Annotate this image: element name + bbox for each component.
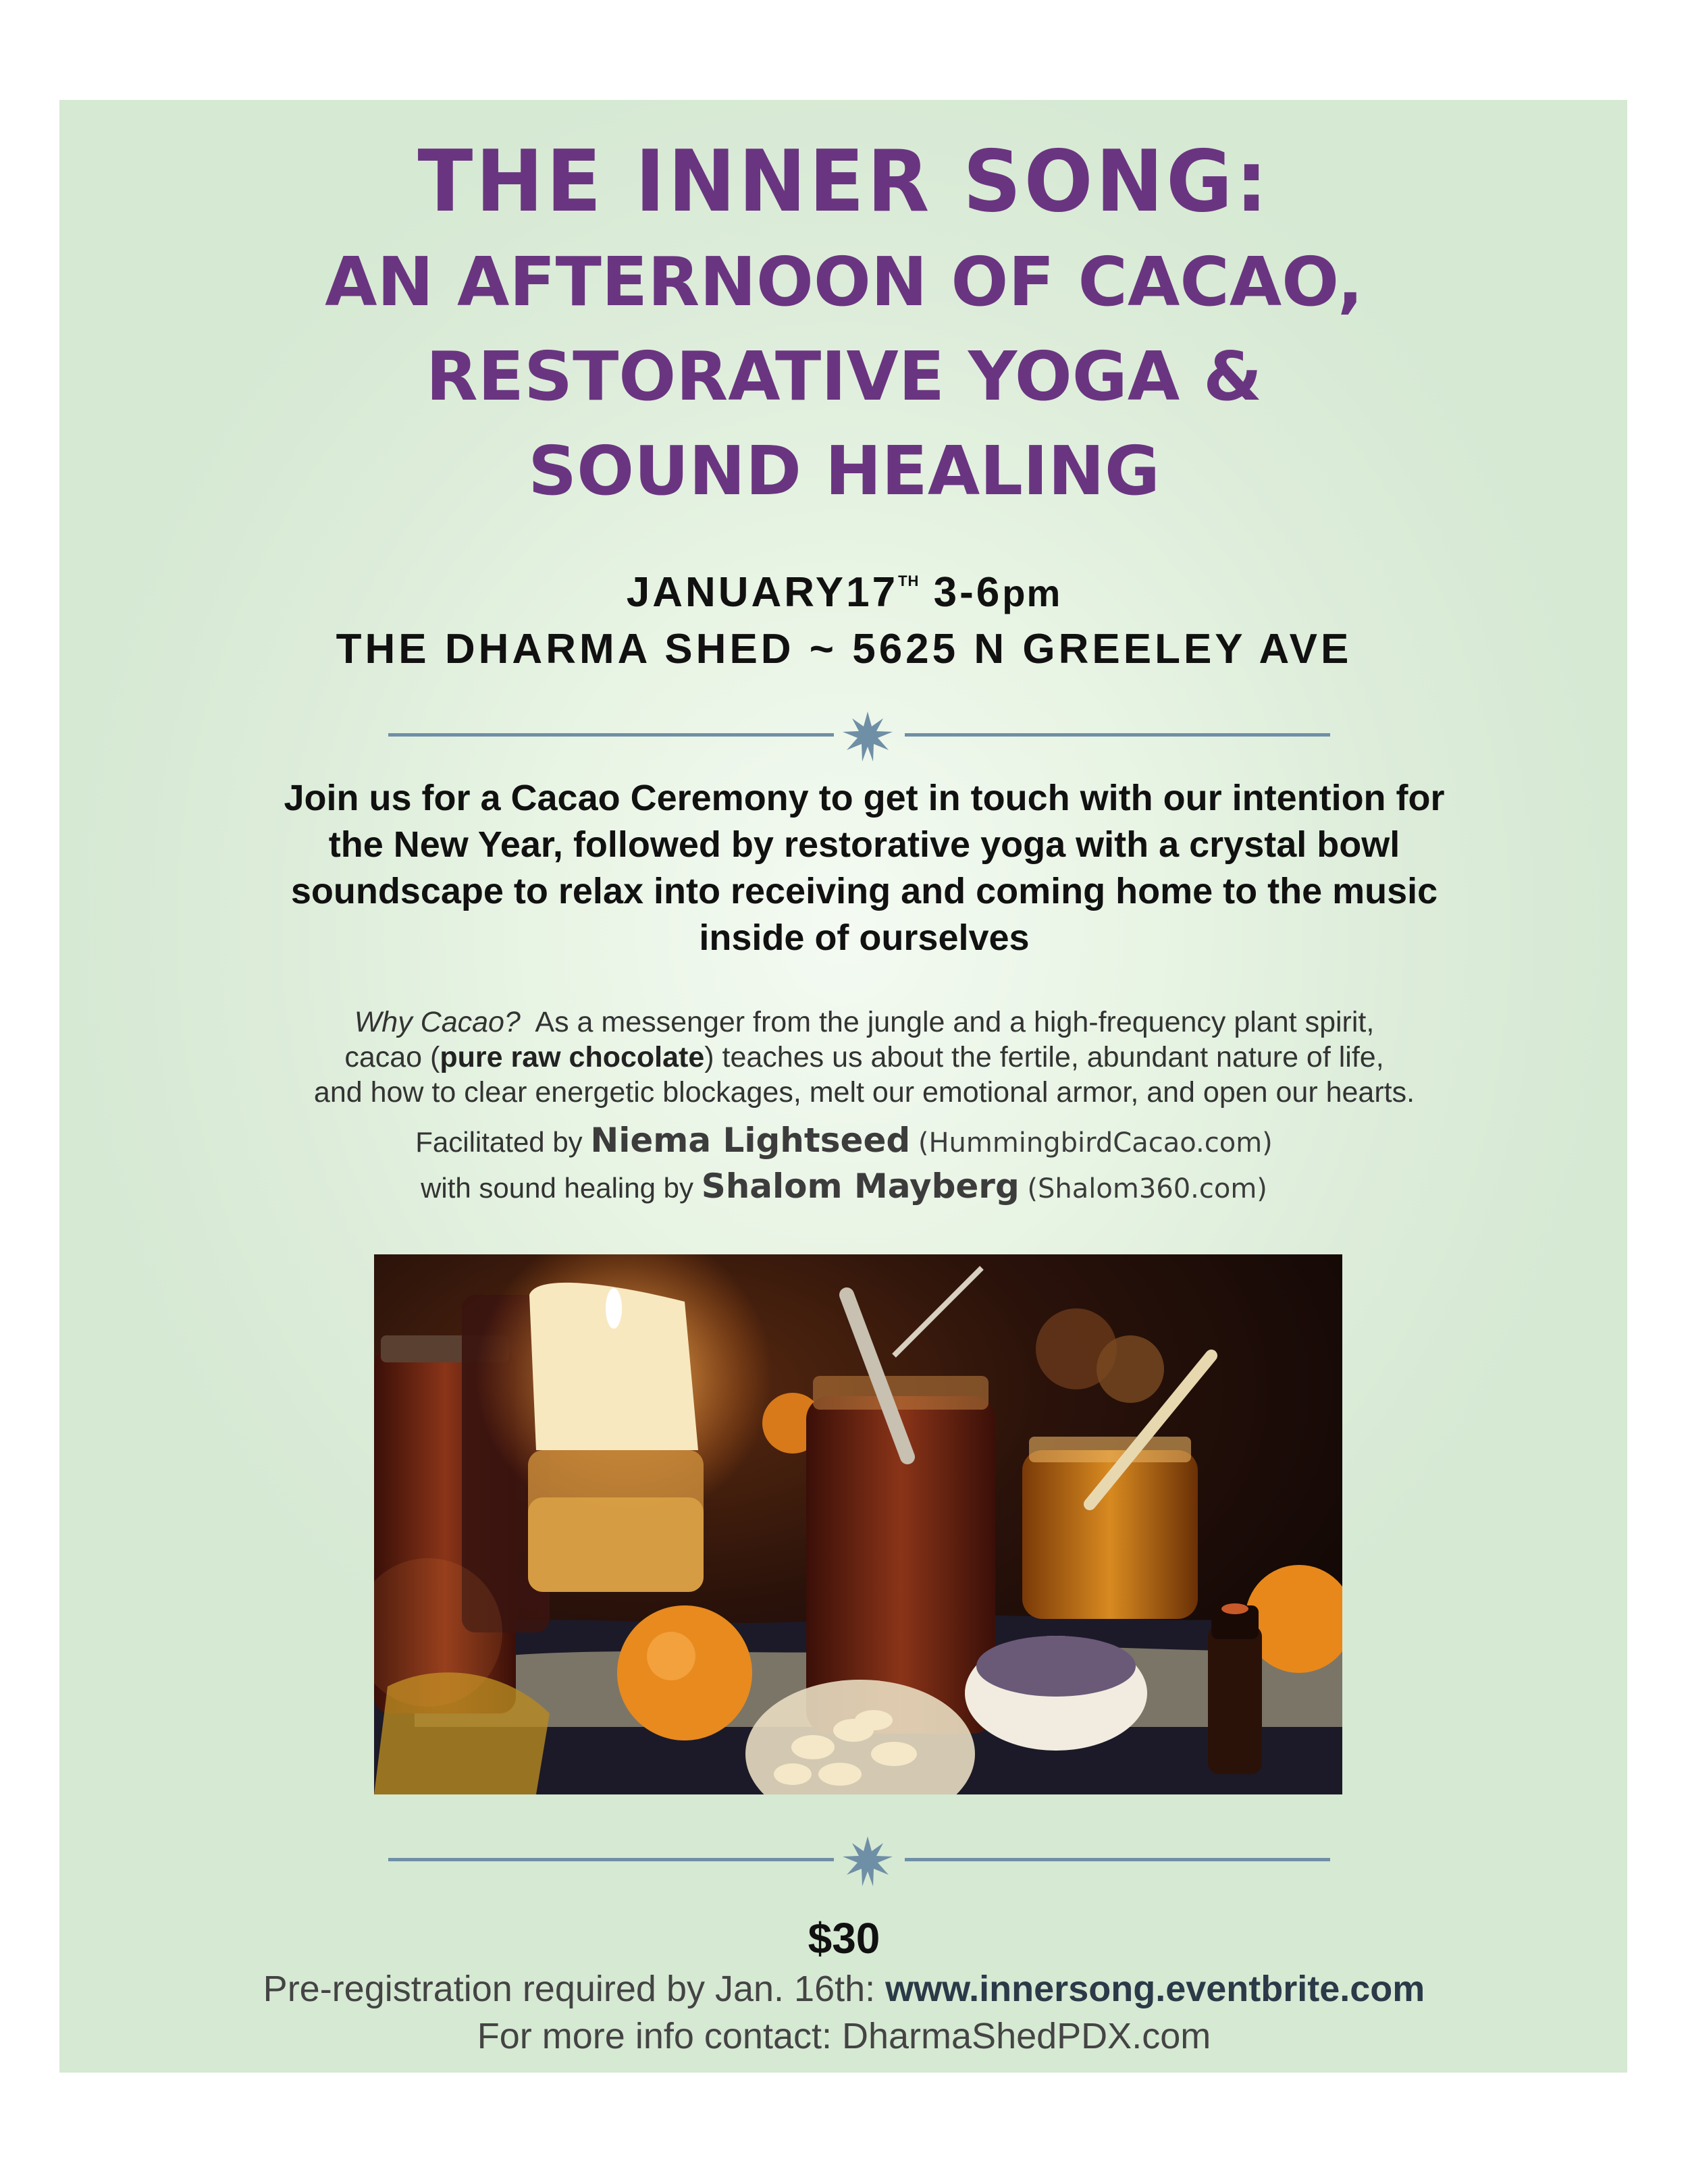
cacao-ceremony-photo [374,1254,1342,1794]
divider-line [388,733,834,737]
sound-healer-prefix: with sound healing by [421,1172,694,1204]
flyer-subtitle [0,235,1688,518]
subtitle-line: AN AFTERNOON OF CACAO, [325,242,1363,321]
sound-healer-line [0,1167,1688,1206]
description-line: the New Year, followed by restorative yoga with a crystal bowl [328,824,1400,865]
ticket-price: $30 [808,1914,880,1963]
star-icon [837,1831,898,1892]
divider-line [905,733,1330,737]
registration-link[interactable]: www.innersong.eventbrite.com [885,1969,1425,2009]
sound-healer-name: Shalom Mayberg [701,1167,1020,1206]
why-line: As a messenger from the jungle and a high-frequency plant spirit, [535,1006,1375,1038]
divider-top [0,706,1688,767]
divider-bottom [0,1831,1688,1892]
date-suffix: TH [898,572,920,589]
preregistration-label: Pre-registration required by Jan. 16th: [263,1969,876,2009]
event-date-time [0,568,1688,616]
facilitator-site: (HummingbirdCacao.com) [918,1127,1273,1158]
event-venue: THE DHARMA SHED ~ 5625 N GREELEY AVE [336,626,1352,672]
event-date: JANUARY17 [626,569,899,616]
why-line: cacao ( [344,1041,440,1073]
flyer-title: THE INNER SONG: [417,132,1271,232]
star-icon [837,706,898,767]
why-cacao-paragraph [203,1005,1526,1110]
facilitator-line [0,1121,1688,1160]
sound-healer-site: (Shalom360.com) [1027,1173,1267,1204]
preregistration-note [0,1968,1688,2010]
why-line: and how to clear energetic blockages, melt our emotional armor, and open our hearts. [313,1076,1415,1109]
event-time: 3-6 [933,569,1003,616]
contact-info: For more info contact: DharmaShedPDX.com [477,2016,1211,2056]
why-line: ) teaches us about the fertile, abundant nature of life, [704,1041,1384,1073]
event-description [203,775,1526,961]
description-line: soundscape to relax into receiving and coming home to the music [290,871,1438,911]
why-emphasis: pure raw chocolate [440,1041,705,1073]
description-line: Join us for a Cacao Ceremony to get in touch with our intention for [284,778,1445,818]
event-time-unit: pm [1002,572,1062,614]
subtitle-line: RESTORATIVE YOGA & [425,337,1263,416]
divider-line [905,1858,1330,1861]
subtitle-line: SOUND HEALING [528,431,1160,510]
facilitator-prefix: Facilitated by [415,1126,583,1158]
divider-line [388,1858,834,1861]
why-cacao-lead: Why Cacao? [354,1006,521,1038]
facilitator-name: Niema Lightseed [590,1121,911,1160]
description-line: inside of ourselves [699,917,1030,958]
